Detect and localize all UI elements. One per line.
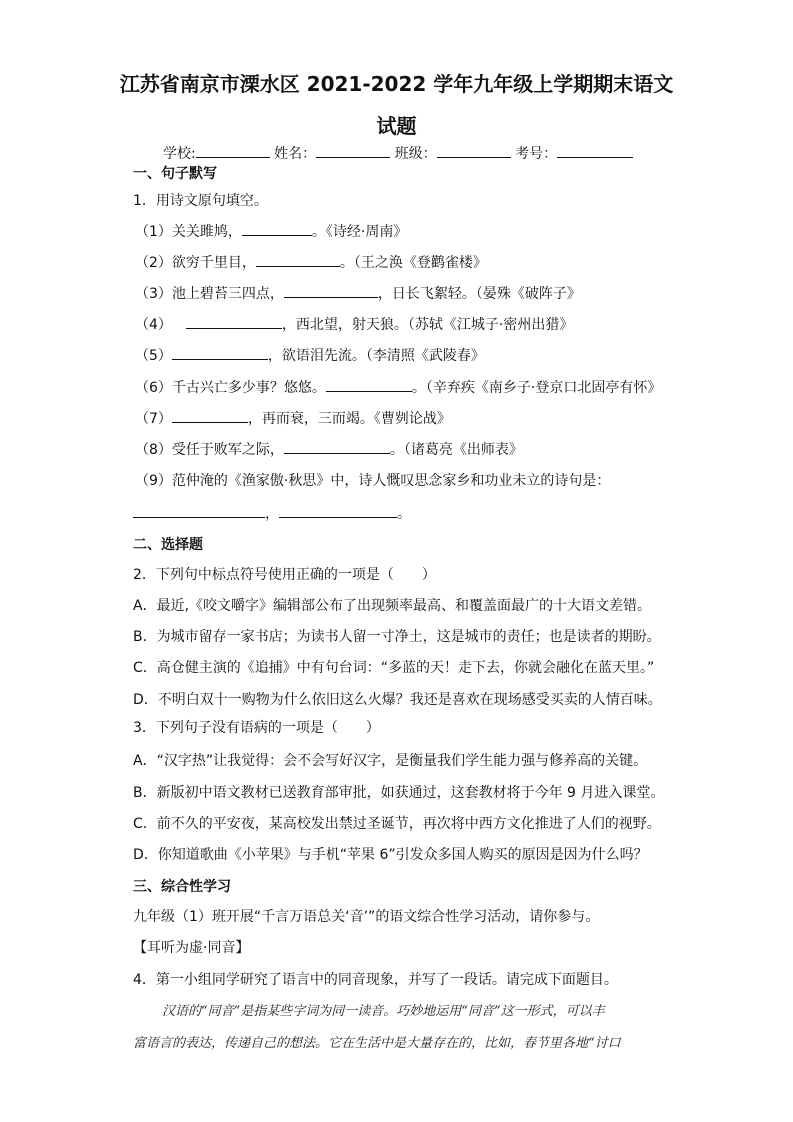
q1-item-9-blank-2[interactable] xyxy=(279,503,397,518)
q1-item-5-source: ，欲语泪先流。（李清照《武陵春》 xyxy=(267,348,485,364)
q3-option-d[interactable]: D．你知道歌曲《小苹果》与手机“苹果 6”引发众多国人购买的原因是因为什么吗？ xyxy=(133,847,648,863)
q1-item-7-blank[interactable] xyxy=(172,408,248,423)
q1-item-1-source: 。《诗经·周南》 xyxy=(311,224,408,240)
q1-item-6 xyxy=(135,377,661,399)
question-4: 4．第一小组同学研究了语言中的同音现象，并写了一段话。请完成下面题目。 xyxy=(133,972,618,988)
number-blank[interactable] xyxy=(557,143,633,158)
q1-item-9-end: 。 xyxy=(397,506,411,522)
student-info-row xyxy=(163,143,633,165)
name-label: 姓名： xyxy=(274,146,317,162)
q1-item-4-text: （4） xyxy=(135,317,172,333)
q1-item-3-blank[interactable] xyxy=(284,283,378,298)
passage-line-2: 富语言的表达，传递自己的想法。它在生活中是大量存在的，比如，春节里各地“讨口 xyxy=(133,1036,621,1051)
section2-heading: 二、选择题 xyxy=(133,537,203,553)
section1-heading: 一、句子默写 xyxy=(133,166,217,182)
q1-item-8-source: 。（诸葛亮《出师表》 xyxy=(389,442,523,458)
school-label: 学校: xyxy=(163,146,196,162)
q1-item-9-separator: ， xyxy=(265,506,279,522)
q1-item-7-text: （7） xyxy=(135,411,172,427)
q1-item-4-blank[interactable] xyxy=(186,314,282,329)
class-label: 班级： xyxy=(394,146,437,162)
exam-title-line1: 江苏省南京市溧水区 2021-2022 学年九年级上学期期末语文 xyxy=(119,72,674,96)
q1-item-3-source: ，日长飞絮轻。（晏殊《破阵子》 xyxy=(377,286,581,302)
q1-item-2 xyxy=(135,252,487,274)
q1-item-3-text: （3）池上碧苔三四点， xyxy=(135,286,284,302)
number-label: 考号： xyxy=(515,146,558,162)
q1-item-1-text: （1）关关雎鸠， xyxy=(135,224,242,240)
q1-item-5-blank[interactable] xyxy=(172,345,268,360)
q1-item-1 xyxy=(135,221,407,243)
q3-option-a[interactable]: A．“汉字热”让我觉得：会不会写好汉字，是衡量我们学生能力强与修养高的关键。 xyxy=(133,753,648,769)
q1-item-1-blank[interactable] xyxy=(242,221,312,236)
q2-option-b[interactable]: B．为城市留存一家书店；为读书人留一寸净土，这是城市的责任；也是读者的期盼。 xyxy=(133,629,661,645)
exam-title-line2: 试题 xyxy=(376,114,417,138)
q1-item-6-text: （6）千古兴亡多少事？悠悠。 xyxy=(135,380,326,396)
q1-item-6-source: 。（辛弃疾《南乡子·登京口北固亭有怀》 xyxy=(411,380,662,396)
q1-item-4-source: ，西北望，射天狼。（苏轼《江城子·密州出猎》 xyxy=(281,317,574,333)
q1-item-2-blank[interactable] xyxy=(256,252,340,267)
q1-item-5 xyxy=(135,345,485,367)
school-blank[interactable] xyxy=(196,143,270,158)
q1-item-8-text: （8）受任于败军之际， xyxy=(135,442,284,458)
q1-item-7-source: ，再而衰，三而竭。《曹刿论战》 xyxy=(247,411,451,427)
q2-option-c[interactable]: C．高仓健主演的《追捕》中有句台词：“多蓝的天！走下去，你就会融化在蓝天里。” xyxy=(133,660,655,676)
passage-line-1: 汉语的“同音”是指某些字词为同一读音。巧妙地运用“同音”这一形式，可以丰 xyxy=(162,1004,605,1019)
q1-item-9-blank-1[interactable] xyxy=(133,503,265,518)
q1-item-9-answer xyxy=(133,503,411,525)
section3-intro: 九年级（1）班开展“千言万语总关‘音’”的语文综合性学习活动，请你参与。 xyxy=(133,909,600,925)
question-3: 3．下列句子没有语病的一项是（ ） xyxy=(133,720,380,736)
section3-subtitle: 【耳听为虚·同音】 xyxy=(133,940,250,956)
q1-item-2-text: （2）欲穷千里目， xyxy=(135,255,256,271)
q1-item-4 xyxy=(135,314,573,336)
question-2: 2．下列句中标点符号使用正确的一项是（ ） xyxy=(133,567,436,583)
q1-item-3 xyxy=(135,283,581,305)
q3-option-b[interactable]: B．新版初中语文教材已送教育部审批，如获通过，这套教材将于今年 9 月进入课堂。 xyxy=(133,785,665,801)
q1-item-5-text: （5） xyxy=(135,348,172,364)
q1-item-6-blank[interactable] xyxy=(326,377,412,392)
q2-option-a[interactable]: A．最近,《咬文嚼字》编辑部公布了出现频率最高、和覆盖面最广的十大语文差错。 xyxy=(133,598,652,614)
question-1: 1．用诗文原句填空。 xyxy=(133,193,268,209)
section3-heading: 三、综合性学习 xyxy=(133,879,231,895)
q3-option-c[interactable]: C．前不久的平安夜，某高校发出禁过圣诞节，再次将中西方文化推进了人们的视野。 xyxy=(133,816,661,832)
class-blank[interactable] xyxy=(437,143,511,158)
q1-item-9: （9）范仲淹的《渔家傲·秋思》中，诗人慨叹思念家乡和功业未立的诗句是： xyxy=(135,473,611,489)
name-blank[interactable] xyxy=(316,143,390,158)
q1-item-7 xyxy=(135,408,451,430)
q1-item-8-blank[interactable] xyxy=(284,439,390,454)
q1-item-8 xyxy=(135,439,523,461)
q1-item-2-source: 。（王之涣《登鹳雀楼》 xyxy=(339,255,487,271)
q2-option-d[interactable]: D．不明白双十一购物为什么依旧这么火爆？我还是喜欢在现场感受买卖的人情百味。 xyxy=(133,692,662,708)
